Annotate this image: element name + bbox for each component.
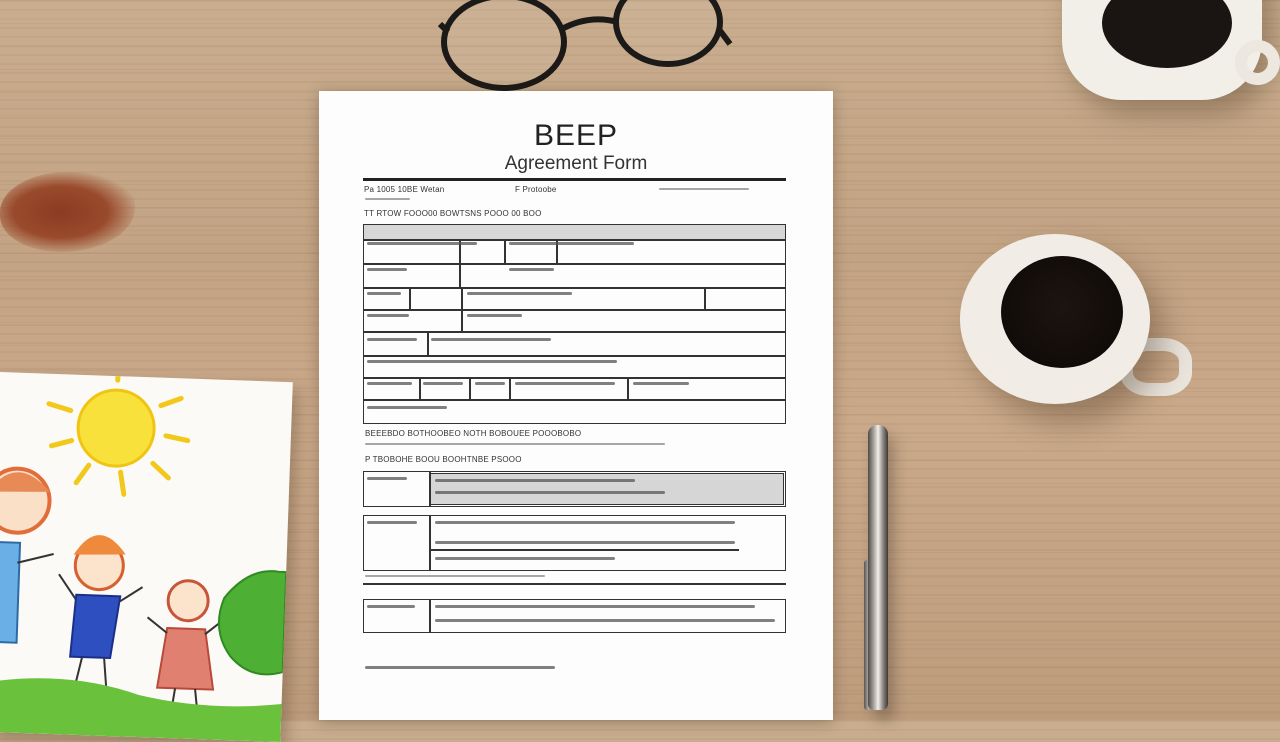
- header-line-1: Pa 1005 10BE Wetan: [364, 185, 444, 194]
- childs-drawing: [0, 372, 293, 742]
- drawn-tree: [217, 569, 286, 675]
- wood-stain: [0, 172, 135, 252]
- pen: [868, 425, 888, 710]
- eyeglasses-icon: [438, 0, 738, 100]
- header-signature-line: [659, 188, 749, 190]
- agreement-form: [319, 91, 833, 720]
- sub-header: TT RTOW FOOO00 BOWTSNS POOO 00 BOO: [364, 209, 542, 218]
- shaded-cell: [430, 473, 784, 505]
- footer-text-line: [365, 666, 555, 669]
- section-2-header: BEEEBDO BOTHOOBEO NOTH BOBOUEE POOOBOBO: [365, 429, 581, 438]
- document-title: BEEP: [319, 119, 833, 153]
- form-row: [363, 400, 786, 424]
- sun-icon: [46, 372, 190, 497]
- header-line-2: F Protoobe: [515, 185, 557, 194]
- section-2-sub: P TBOBOHE BOOU BOOHTNBE PSOOO: [365, 455, 522, 464]
- header-scribble: [365, 198, 410, 200]
- drawn-figure-middle: [55, 534, 145, 697]
- coffee: [1001, 256, 1123, 368]
- mug-top-handle: [1235, 40, 1280, 85]
- form-row: [363, 288, 786, 310]
- table-header-row: [363, 224, 786, 240]
- form-row: [363, 310, 786, 332]
- drawn-figure-left: [0, 468, 57, 644]
- drawn-grass: [0, 676, 282, 742]
- document-subtitle: Agreement Form: [319, 153, 833, 175]
- form-row: [363, 264, 786, 288]
- header-rule: [363, 178, 786, 181]
